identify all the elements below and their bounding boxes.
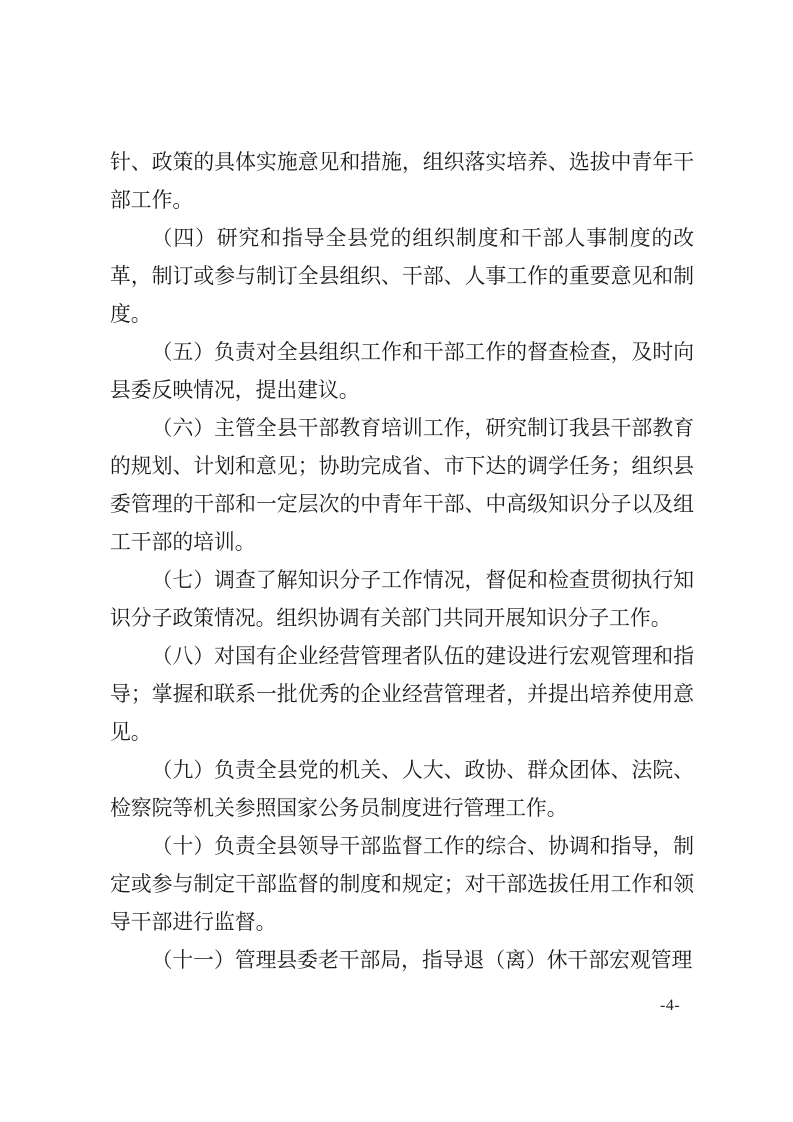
paragraph: （五）负责对全县组织工作和干部工作的督查检查，及时向县委反映情况，提出建议。 xyxy=(110,341,694,402)
document-body xyxy=(110,144,694,980)
paragraph: （九）负责全县党的机关、人大、政协、群众团体、法院、检察院等机关参照国家公务员制度进行管理工作。 xyxy=(110,759,694,820)
paragraph: （七）调查了解知识分子工作情况，督促和检查贯彻执行知识分子政策情况。组织协调有关部门共同开展知识分子工作。 xyxy=(110,569,694,630)
paragraph: （六）主管全县干部教育培训工作，研究制订我县干部教育的规划、计划和意见；协助完成省、市下达的调学任务；组织县委管理的干部和一定层次的中青年干部、中高级知识分子以及组工干部的培训。 xyxy=(110,417,694,554)
paragraph: 针、政策的具体实施意见和措施，组织落实培养、选拔中青年干部工作。 xyxy=(110,151,694,212)
paragraph: （十一）管理县委老干部局，指导退（离）休干部宏观管理 xyxy=(151,949,693,972)
paragraph: （十）负责全县领导干部监督工作的综合、协调和指导，制定或参与制定干部监督的制度和规定；对干部选拔任用工作和领导干部进行监督。 xyxy=(110,835,694,934)
page-number: -4- xyxy=(660,997,681,1014)
paragraph: （八）对国有企业经营管理者队伍的建设进行宏观管理和指导；掌握和联系一批优秀的企业经营管理者，并提出培养使用意见。 xyxy=(110,645,694,744)
paragraph: （四）研究和指导全县党的组织制度和干部人事制度的改革，制订或参与制订全县组织、干部、人事工作的重要意见和制度。 xyxy=(110,227,694,326)
